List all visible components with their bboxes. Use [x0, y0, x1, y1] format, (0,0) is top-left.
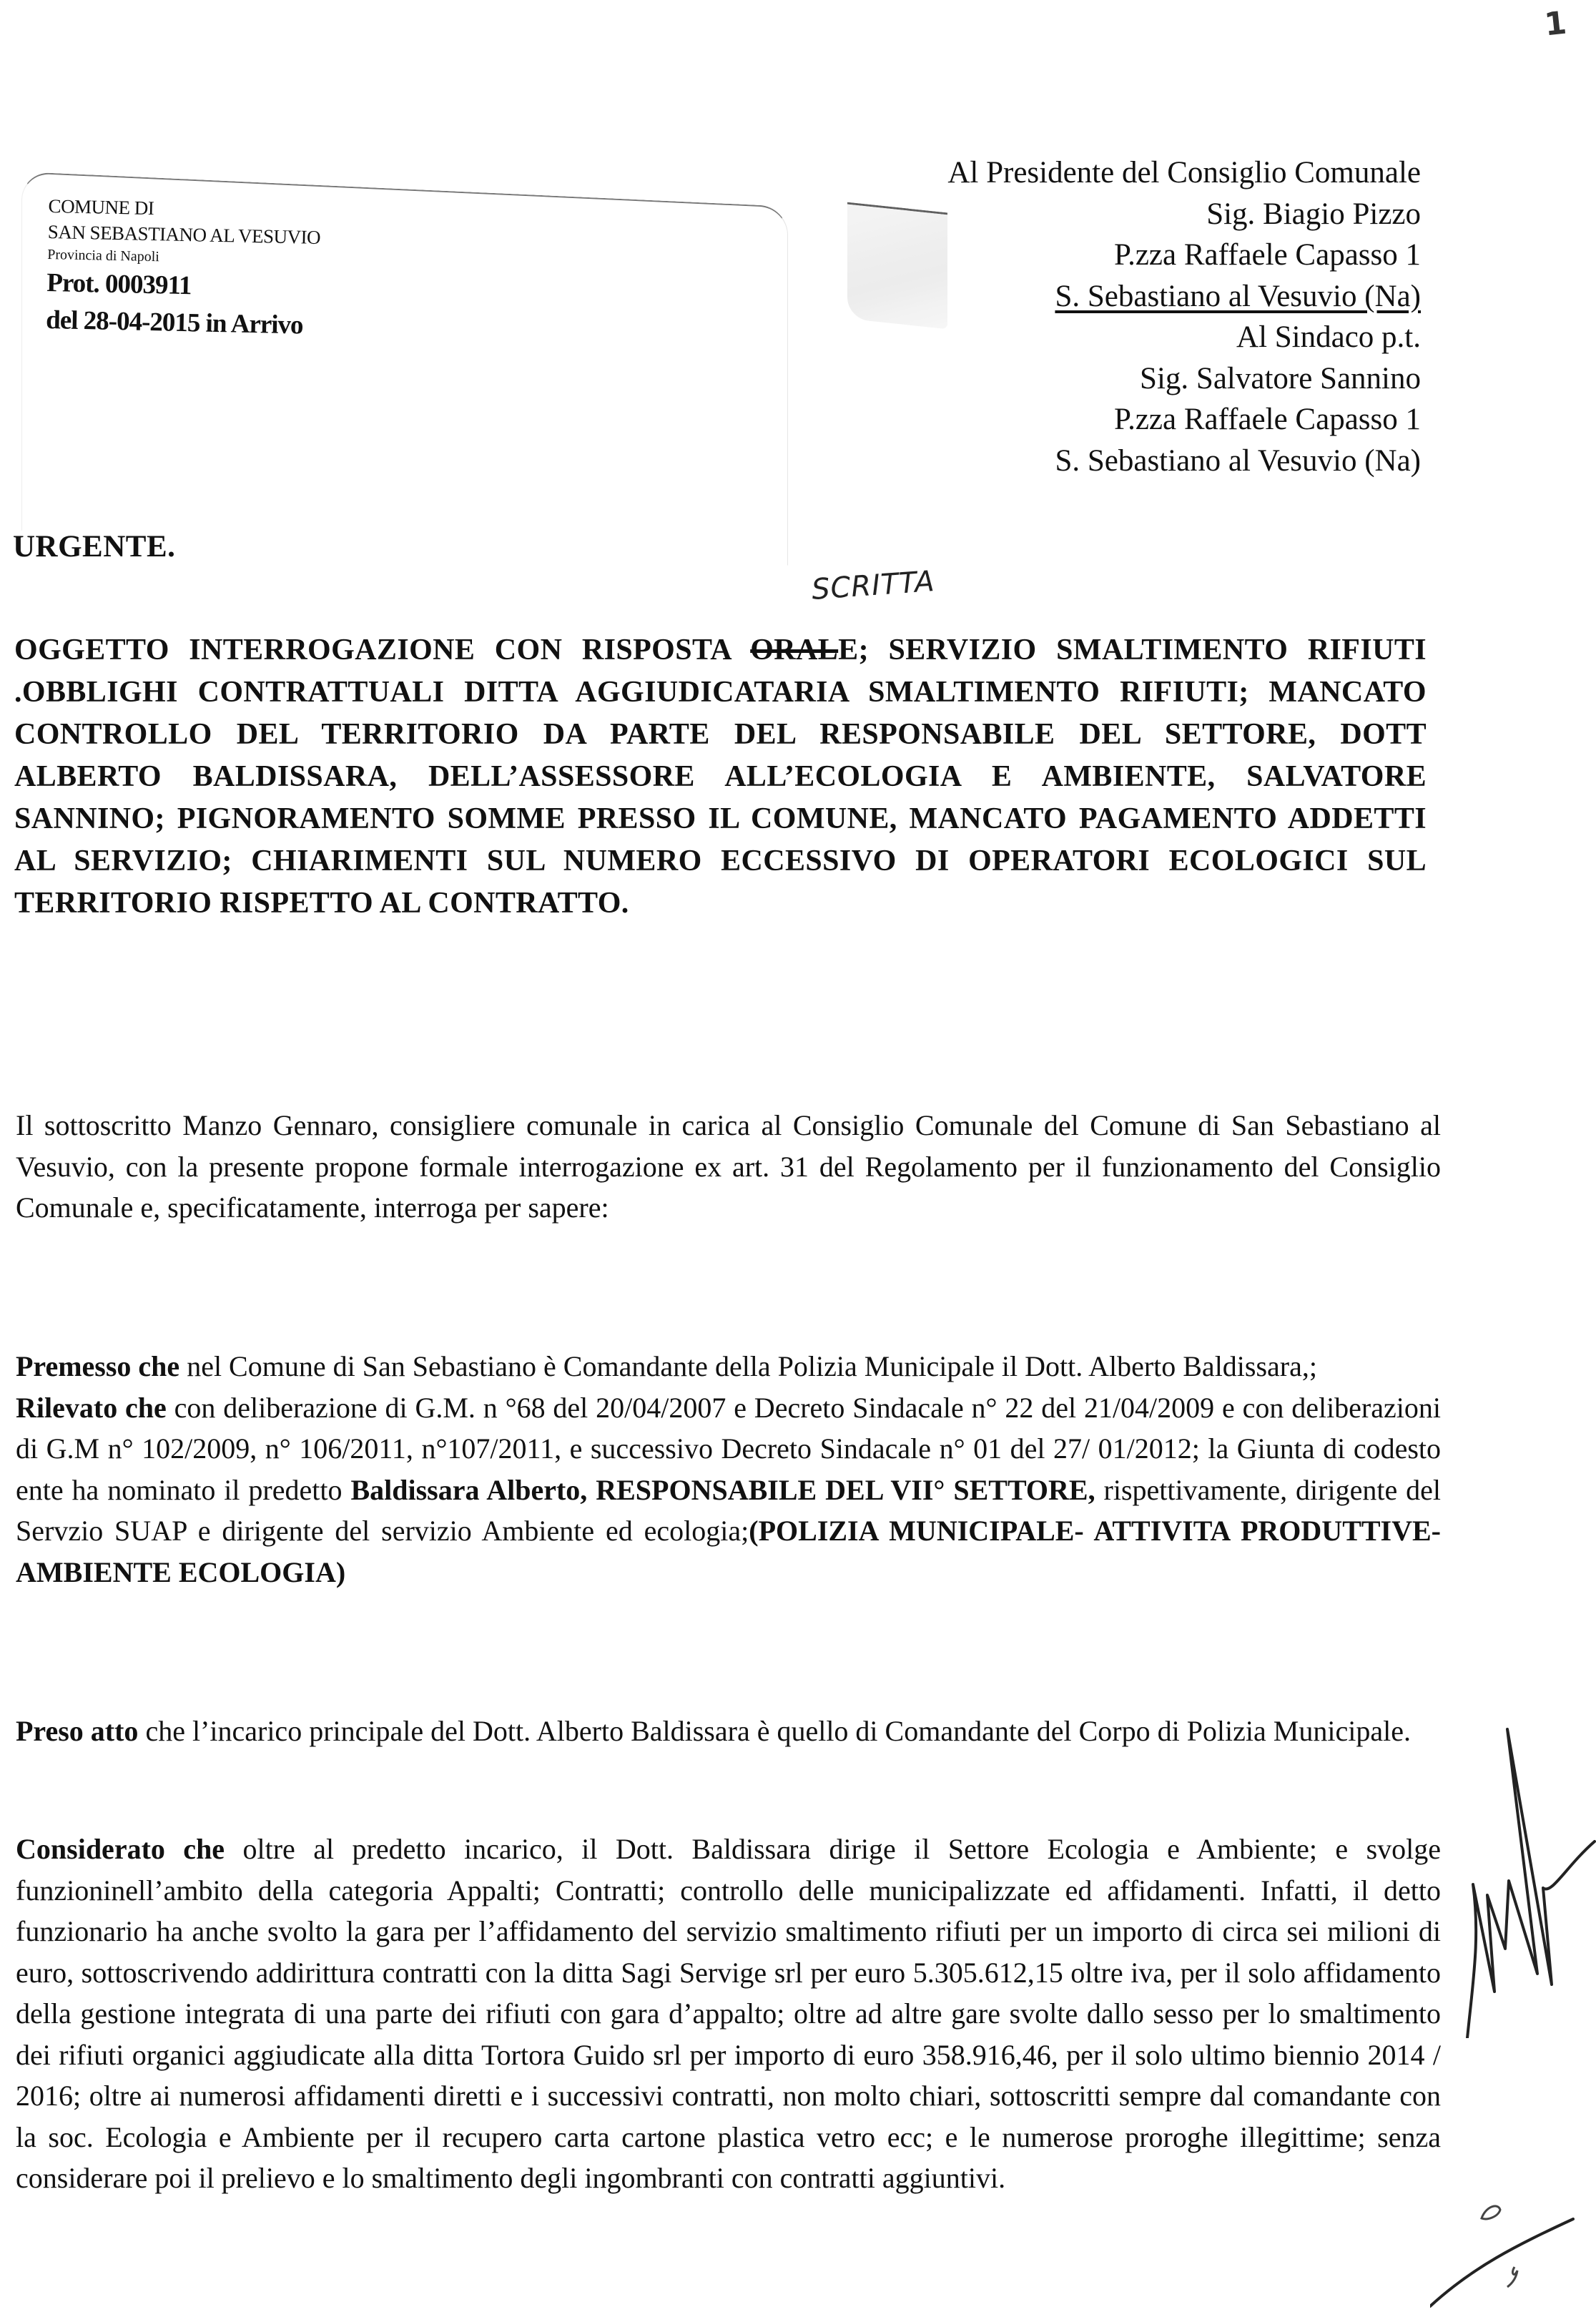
stamp-protocol-date: del 28-04-2015 in Arrivo	[45, 305, 303, 340]
preso-label: Preso atto	[16, 1715, 139, 1747]
recipient-line: Al Sindaco p.t.	[1236, 320, 1421, 354]
premesso-text: nel Comune di San Sebastiano è Comandante della Polizia Municipale il Dott. Alberto Baldissara,;	[179, 1350, 1317, 1382]
rilevato-bold-role: Baldissara Alberto, RESPONSABILE DEL VII° SETTORE,	[350, 1473, 1095, 1506]
rilevato-text-2: rispettivamente, dirigente del Servzio SUAP e dirigente del servizio Ambiente ed ecologia;	[16, 1473, 1442, 1547]
handwritten-signature	[1459, 1681, 1596, 2038]
considerato-label: Considerato che	[16, 1833, 225, 1865]
premesso-paragraph	[16, 1346, 1441, 1593]
preso-text: che l’incarico principale del Dott. Alberto Baldissara è quello di Comandante del Corpo di Polizia Municipale.	[138, 1715, 1411, 1747]
stamp-line-province: Provincia di Napoli	[46, 246, 160, 265]
stamp-line-comune: COMUNE DI	[48, 195, 154, 220]
handwritten-correction: SCRITTA	[810, 565, 936, 606]
rilevato-label: Rilevato che	[16, 1391, 167, 1424]
recipient-line: S. Sebastiano al Vesuvio (Na)	[1055, 443, 1421, 478]
premesso-label: Premesso che	[16, 1350, 180, 1382]
struck-word: ORAL	[750, 634, 839, 666]
subject-text-rest: E; SERVIZIO SMALTIMENTO RIFIUTI .OBBLIGHI CONTRATTUALI DITTA AGGIUDICATARIA SMALTIMENTO RIFIUTI; MANCATO CONTROLLO DEL TERRITORIO DA PARTE DEL RESPONSABILE DEL SETTORE, DOTT ALBERTO BALDISSARA, DELL’ASSESSORE ALL’ECOLOGIA E AMBIENTE, SALVATORE SANNINO; PIGNORAMENTO SOMME PRESSO IL COMUNE, MANCATO PAGAMENTO ADDETTI AL SERVIZIO; CHIARIMENTI SUL NUMERO ECCESSIVO DI OPERATORI ECOLOGICI SUL TERRITORIO RISPETTO AL CONTRATTO.	[14, 634, 1427, 920]
recipient-line: P.zza Raffaele Capasso 1	[1113, 403, 1421, 436]
subject-text-start: OGGETTO INTERROGAZIONE CON RISPOSTA	[14, 634, 751, 666]
subject-heading	[14, 629, 1427, 925]
considerato-text: oltre al predetto incarico, il Dott. Baldissara dirige il Settore Ecologia e Ambiente; e svolge funzioninell’ambito della categoria Appalti; Contratti; controllo delle municipalizzate ed affidamenti. Infatti, il detto funzionario ha anche svolto la gara per l’affidamento del servizio smaltimento rifiuti per un importo di circa sei milioni di euro, sottoscrivendo addirittura contratti con la ditta Sagi Servige srl per euro 5.305.612,15 oltre iva, per il solo affidamento della gestione integrata di una parte dei rifiuti con gara d’appalto; oltre ad altre gare svolte dallo sesso per lo smaltimento dei rifiuti organici aggiudicate alla ditta Tortora Guido srl per importo di euro 358.916,46, per il solo ultimo biennio 2014 / 2016; oltre ai numerosi affidamenti diretti e i successivi contratti, non molto chiari, sottoscritti sempre dal comandante con la soc. Ecologia e Ambiente per il recupero carta cartone plastica vetro ecc; e le numerose proroghe illegittime; senza considerare poi il prelievo e lo smaltimento degli ingombranti con contratti aggiuntivi.	[16, 1833, 1442, 2194]
protocol-stamp	[46, 193, 321, 345]
paper-patch	[847, 202, 947, 330]
recipient-line: Al Presidente del Consiglio Comunale	[947, 156, 1421, 190]
considerato-paragraph	[16, 1829, 1441, 2199]
margin-pen-mark	[1430, 2145, 1596, 2312]
recipient-line: P.zza Raffaele Capasso 1	[1113, 238, 1421, 272]
stamp-line-municipality: SAN SEBASTIANO AL VESUVIO	[47, 220, 321, 248]
recipient-address-block	[947, 152, 1421, 481]
urgent-label: URGENTE.	[13, 530, 176, 564]
intro-paragraph: Il sottoscritto Manzo Gennaro, consigliere comunale in carica al Consiglio Comunale del Comune di San Sebastiano al Vesuvio, con la presente propone formale interrogazione ex art. 31 del Regolamento per il funzionamento del Consiglio Comunale e, specificatamente, interroga per sapere:	[16, 1109, 1441, 1224]
recipient-line: Sig. Biagio Pizzo	[1206, 197, 1421, 231]
page-number: 1	[1542, 4, 1569, 44]
recipient-line: S. Sebastiano al Vesuvio (Na)	[1055, 279, 1421, 313]
rilevato-text: con deliberazione di G.M. n °68 del 20/04/2007 e Decreto Sindacale n° 22 del 21/04/2009 e con deliberazioni di G.M n° 102/2009, n° 106/2011, n°107/2011, e successivo Decreto Sindacale n° 01 del 27/ 01/2012; la Giunta di codesto ente ha nominato il predetto	[16, 1391, 1441, 1506]
preso-atto-paragraph	[16, 1711, 1441, 1752]
recipient-line: Sig. Salvatore Sannino	[1140, 361, 1421, 395]
rilevato-bold-sectors: (POLIZIA MUNICIPALE- ATTIVITA PRODUTTIVE- AMBIENTE ECOLOGIA)	[16, 1515, 1442, 1588]
stamp-protocol-number: Prot. 0003911	[46, 267, 192, 301]
